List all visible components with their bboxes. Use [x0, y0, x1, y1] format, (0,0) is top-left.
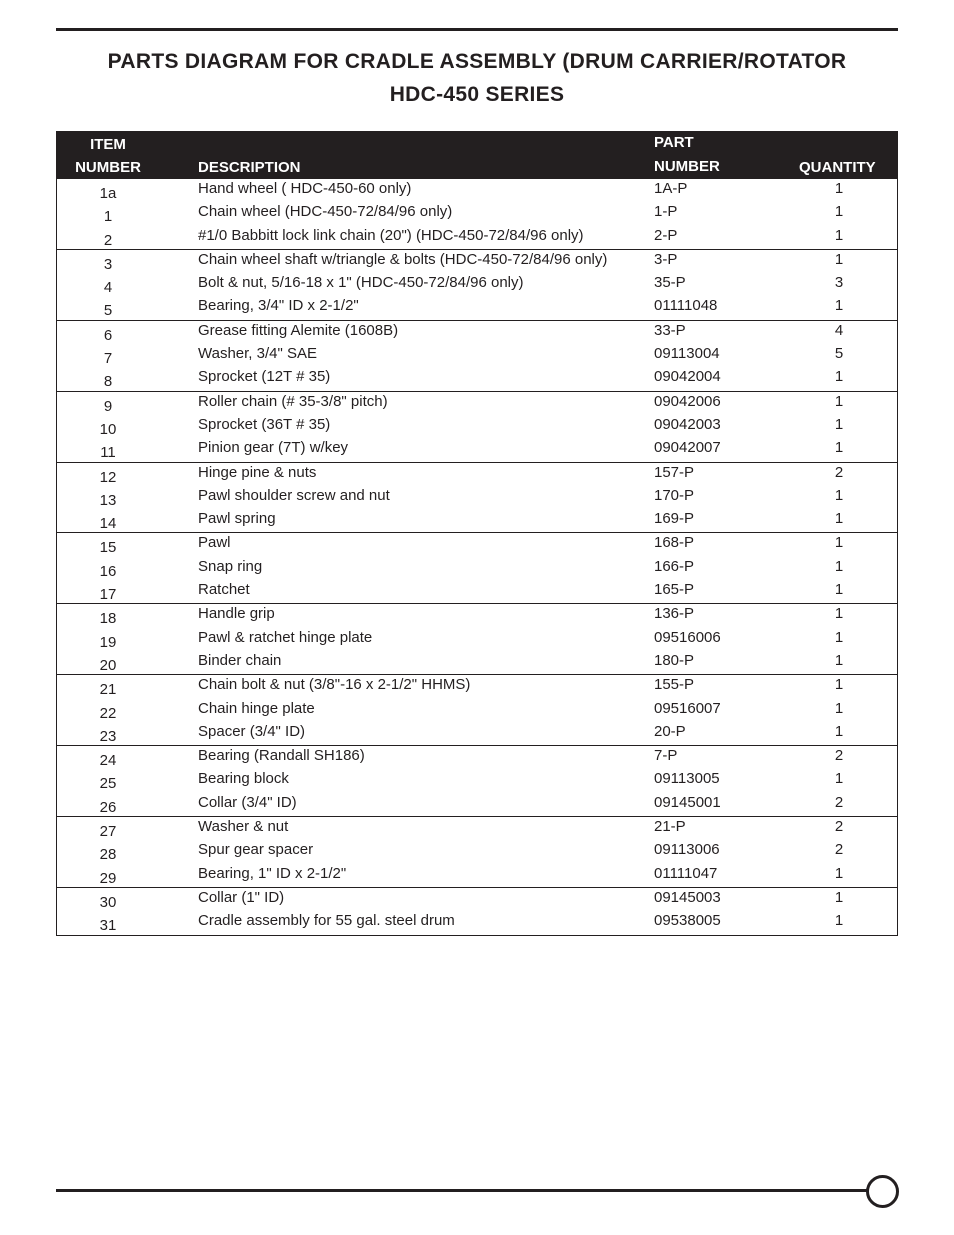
- item-number-cell: 28: [99, 846, 117, 864]
- parts-table: [56, 131, 898, 936]
- row-group: [57, 320, 897, 391]
- part-number-cell: 3-P: [654, 250, 678, 268]
- description-cell: Pawl: [198, 534, 231, 552]
- table-row: [57, 226, 897, 249]
- table-row: [57, 463, 897, 486]
- header-part-line-2: NUMBER: [654, 158, 720, 175]
- table-row: [57, 817, 897, 840]
- description-cell: #1/0 Babbitt lock link chain (20") (HDC-450-72/84/96 only): [198, 226, 584, 244]
- item-number-cell: 10: [99, 420, 117, 438]
- item-number-cell: 29: [99, 869, 117, 887]
- part-number-cell: 09042006: [654, 392, 721, 410]
- table-row: [57, 367, 897, 390]
- item-number-cell: 15: [99, 539, 117, 557]
- description-cell: Spur gear spacer: [198, 841, 314, 859]
- description-cell: Pinion gear (7T) w/key: [198, 439, 349, 457]
- table-row: [57, 202, 897, 225]
- row-group: [57, 391, 897, 462]
- row-group: [57, 816, 897, 887]
- page-title: [56, 45, 898, 111]
- quantity-cell: 1: [834, 203, 844, 221]
- item-number-cell: 1a: [99, 185, 117, 202]
- item-number-cell: 2: [103, 231, 113, 249]
- quantity-cell: 2: [834, 841, 844, 859]
- table-row: [57, 486, 897, 509]
- quantity-cell: 2: [834, 747, 844, 765]
- title-line-1: PARTS DIAGRAM FOR CRADLE ASSEMBLY (DRUM CARRIER/ROTATOR: [107, 50, 847, 73]
- description-cell: Bearing (Randall SH186): [198, 747, 365, 765]
- part-number-cell: 7-P: [654, 747, 678, 765]
- header-description: DESCRIPTION: [198, 159, 301, 176]
- table-row: [57, 273, 897, 296]
- description-cell: Bolt & nut, 5/16-18 x 1" (HDC-450-72/84/96 only): [198, 274, 524, 292]
- quantity-cell: 2: [834, 818, 844, 836]
- part-number-cell: 33-P: [654, 321, 686, 339]
- part-number-cell: 09042004: [654, 368, 721, 386]
- quantity-cell: 1: [834, 415, 844, 433]
- table-body: [57, 179, 897, 935]
- part-number-cell: 2-P: [654, 226, 678, 244]
- description-cell: Roller chain (# 35-3/8" pitch): [198, 392, 388, 410]
- table-row: [57, 415, 897, 438]
- quantity-cell: 1: [834, 722, 844, 740]
- part-number-cell: 155-P: [654, 676, 695, 694]
- item-number-cell: 24: [99, 752, 117, 770]
- part-number-cell: 1-P: [654, 203, 678, 221]
- quantity-cell: 3: [834, 274, 844, 292]
- table-row: [57, 864, 897, 887]
- description-cell: Chain bolt & nut (3/8"-16 x 2-1/2" HHMS): [198, 676, 471, 694]
- quantity-cell: 1: [834, 864, 844, 882]
- item-number-cell: 21: [99, 681, 117, 699]
- part-number-cell: 09113006: [654, 841, 720, 859]
- item-number-cell: 16: [99, 562, 117, 580]
- part-number-cell: 09145001: [654, 793, 721, 811]
- part-number-cell: 09042003: [654, 415, 721, 433]
- item-number-cell: 7: [103, 350, 113, 368]
- part-number-cell: 09516007: [654, 699, 721, 717]
- table-row: [57, 628, 897, 651]
- item-number-cell: 19: [99, 633, 117, 651]
- item-number-cell: 14: [99, 515, 117, 533]
- description-cell: Bearing, 3/4" ID x 2-1/2": [198, 297, 359, 315]
- quantity-cell: 1: [834, 888, 844, 906]
- item-number-cell: 12: [99, 468, 117, 486]
- part-number-cell: 1A-P: [654, 180, 688, 197]
- part-number-cell: 09538005: [654, 912, 721, 930]
- description-cell: Collar (1" ID): [198, 888, 285, 906]
- part-number-cell: 09145003: [654, 888, 721, 906]
- description-cell: Sprocket (12T # 35): [198, 368, 331, 386]
- table-row: [57, 179, 897, 202]
- description-cell: Hand wheel ( HDC-450-60 only): [198, 180, 412, 197]
- page-number-circle: [866, 1175, 899, 1208]
- table-row: [57, 675, 897, 698]
- item-number-cell: 17: [99, 586, 117, 604]
- part-number-cell: 09042007: [654, 439, 721, 457]
- quantity-cell: 1: [834, 392, 844, 410]
- header-part-line-1: PART: [654, 134, 694, 151]
- table-row: [57, 911, 897, 934]
- table-row: [57, 438, 897, 461]
- part-number-cell: 09113004: [654, 345, 720, 363]
- table-row: [57, 321, 897, 344]
- part-number-cell: 09516006: [654, 628, 721, 646]
- description-cell: Washer & nut: [198, 818, 289, 836]
- description-cell: Grease fitting Alemite (1608B): [198, 321, 399, 339]
- quantity-cell: 1: [834, 180, 844, 197]
- item-number-cell: 30: [99, 893, 117, 911]
- row-group: [57, 674, 897, 745]
- part-number-cell: 136-P: [654, 605, 695, 623]
- description-cell: Collar (3/4" ID): [198, 793, 297, 811]
- table-row: [57, 769, 897, 792]
- part-number-cell: 01111048: [654, 297, 718, 315]
- table-row: [57, 746, 897, 769]
- title-line-2: HDC-450 SERIES: [389, 83, 565, 106]
- table-row: [57, 840, 897, 863]
- description-cell: Spacer (3/4" ID): [198, 722, 306, 740]
- quantity-cell: 1: [834, 439, 844, 457]
- quantity-cell: 1: [834, 770, 844, 788]
- row-group: [57, 745, 897, 816]
- quantity-cell: 1: [834, 297, 844, 315]
- quantity-cell: 1: [834, 226, 844, 244]
- quantity-cell: 1: [834, 250, 844, 268]
- table-row: [57, 533, 897, 556]
- part-number-cell: 168-P: [654, 534, 695, 552]
- part-number-cell: 170-P: [654, 486, 695, 504]
- part-number-cell: 20-P: [654, 722, 686, 740]
- description-cell: Pawl & ratchet hinge plate: [198, 628, 373, 646]
- quantity-cell: 1: [834, 534, 844, 552]
- quantity-cell: 1: [834, 368, 844, 386]
- item-number-cell: 4: [103, 279, 113, 297]
- item-number-cell: 26: [99, 798, 117, 816]
- row-group: [57, 462, 897, 533]
- row-group: [57, 887, 897, 935]
- item-number-cell: 18: [99, 610, 117, 628]
- table-row: [57, 722, 897, 745]
- item-number-cell: 22: [99, 704, 117, 722]
- table-row: [57, 557, 897, 580]
- description-cell: Ratchet: [198, 581, 250, 599]
- item-number-cell: 9: [103, 397, 113, 415]
- row-group: [57, 179, 897, 249]
- quantity-cell: 1: [834, 605, 844, 623]
- bottom-rule: [56, 1189, 868, 1192]
- description-cell: Bearing, 1" ID x 2-1/2": [198, 864, 347, 882]
- table-row: [57, 793, 897, 816]
- description-cell: Binder chain: [198, 651, 282, 669]
- part-number-cell: 35-P: [654, 274, 686, 292]
- header-quantity: QUANTITY: [799, 159, 876, 176]
- table-row: [57, 392, 897, 415]
- table-row: [57, 580, 897, 603]
- description-cell: Cradle assembly for 55 gal. steel drum: [198, 912, 455, 930]
- table-row: [57, 651, 897, 674]
- item-number-cell: 27: [99, 823, 117, 841]
- item-number-cell: 8: [103, 373, 113, 391]
- table-row: [57, 509, 897, 532]
- quantity-cell: 1: [834, 676, 844, 694]
- item-number-cell: 6: [103, 326, 113, 344]
- quantity-cell: 1: [834, 510, 844, 528]
- item-number-cell: 25: [99, 775, 117, 793]
- part-number-cell: 169-P: [654, 510, 695, 528]
- quantity-cell: 1: [834, 628, 844, 646]
- table-header: [57, 131, 897, 179]
- quantity-cell: 1: [834, 912, 844, 930]
- description-cell: Pawl shoulder screw and nut: [198, 486, 390, 504]
- item-number-cell: 5: [103, 302, 113, 320]
- description-cell: Bearing block: [198, 770, 289, 788]
- row-group: [57, 603, 897, 674]
- top-rule: [56, 28, 898, 31]
- row-group: [57, 532, 897, 603]
- item-number-cell: 11: [100, 444, 116, 462]
- header-item-line-2: NUMBER: [75, 159, 141, 176]
- part-number-cell: 09113005: [654, 770, 720, 788]
- table-row: [57, 250, 897, 273]
- row-group: [57, 249, 897, 320]
- item-number-cell: 31: [99, 917, 117, 935]
- part-number-cell: 166-P: [654, 557, 695, 575]
- part-number-cell: 21-P: [654, 818, 686, 836]
- item-number-cell: 23: [99, 727, 117, 745]
- description-cell: Chain hinge plate: [198, 699, 315, 717]
- table-row: [57, 296, 897, 319]
- table-row: [57, 344, 897, 367]
- quantity-cell: 1: [834, 699, 844, 717]
- quantity-cell: 1: [834, 581, 844, 599]
- quantity-cell: 1: [834, 651, 844, 669]
- description-cell: Pawl spring: [198, 510, 276, 528]
- description-cell: Chain wheel shaft w/triangle & bolts (HDC-450-72/84/96 only): [198, 250, 608, 268]
- quantity-cell: 1: [834, 486, 844, 504]
- table-row: [57, 604, 897, 627]
- description-cell: Chain wheel (HDC-450-72/84/96 only): [198, 203, 453, 221]
- description-cell: Washer, 3/4" SAE: [198, 345, 317, 363]
- table-row: [57, 888, 897, 911]
- description-cell: Snap ring: [198, 557, 263, 575]
- part-number-cell: 180-P: [654, 651, 695, 669]
- quantity-cell: 2: [834, 463, 844, 481]
- description-cell: Hinge pine & nuts: [198, 463, 317, 481]
- quantity-cell: 5: [834, 345, 844, 363]
- part-number-cell: 165-P: [654, 581, 695, 599]
- quantity-cell: 2: [834, 793, 844, 811]
- quantity-cell: 4: [834, 321, 844, 339]
- item-number-cell: 3: [103, 255, 113, 273]
- part-number-cell: 01111047: [654, 864, 718, 882]
- quantity-cell: 1: [834, 557, 844, 575]
- table-row: [57, 699, 897, 722]
- item-number-cell: 1: [103, 208, 113, 226]
- description-cell: Handle grip: [198, 605, 275, 623]
- item-number-cell: 20: [99, 656, 117, 674]
- item-number-cell: 13: [99, 491, 117, 509]
- description-cell: Sprocket (36T # 35): [198, 415, 331, 433]
- part-number-cell: 157-P: [654, 463, 695, 481]
- header-item-line-1: ITEM: [90, 136, 126, 153]
